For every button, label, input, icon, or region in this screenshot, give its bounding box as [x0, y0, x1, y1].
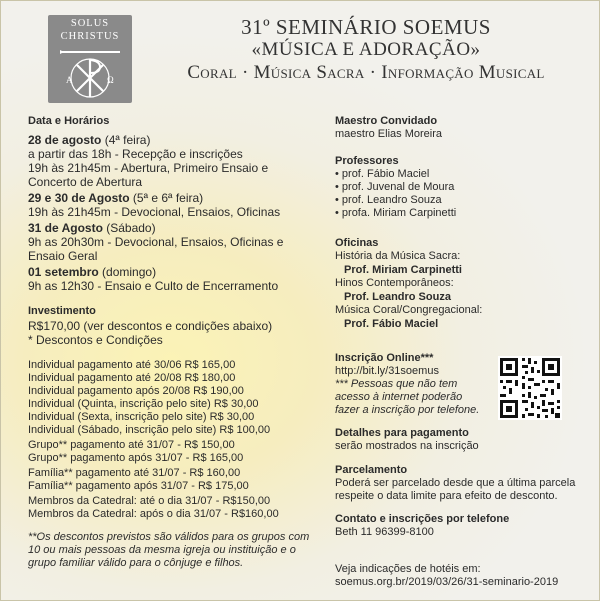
- investment-heading: Investimento: [28, 305, 96, 317]
- svg-text:A: A: [66, 75, 73, 85]
- registration-note: acesso à internet poderão: [335, 391, 463, 403]
- maestro-name: maestro Elias Moreira: [335, 128, 442, 140]
- qr-code-graphic: [498, 356, 562, 420]
- workshop-title: História da Música Sacra:: [335, 250, 461, 262]
- day4-line1: 9h as 12h30 - Ensaio e Culto de Encerramento: [28, 279, 279, 293]
- registration-note: fazer a inscrição por telefone.: [335, 404, 480, 416]
- price-item: Individual (Quinta, inscrição pelo site) R$ 30,00: [28, 398, 259, 410]
- maestro-heading: Maestro Convidado: [335, 115, 438, 127]
- day1-line1: a partir das 18h - Recepção e inscrições: [28, 147, 243, 161]
- day1-line3: Concerto de Abertura: [28, 175, 143, 189]
- page-subtitle: «MÚSICA E ADORAÇÃO»: [251, 39, 481, 60]
- workshop-teacher: Prof. Fábio Maciel: [344, 318, 439, 330]
- workshop-teacher: Prof. Miriam Carpinetti: [344, 264, 462, 276]
- right-column: [1, 1, 600, 561]
- hotels-line: Veja indicações de hotéis em:: [335, 563, 481, 575]
- registration-link[interactable]: http://bit.ly/31soemus: [335, 365, 439, 377]
- investment-note: * Descontos e Condições: [28, 333, 163, 347]
- professor-item: • profa. Miriam Carpinetti: [335, 207, 457, 219]
- contact-phone: Beth 11 96399-8100: [335, 526, 434, 538]
- svg-text:Ω: Ω: [107, 75, 114, 85]
- page-title: 31º SEMINÁRIO SOEMUS: [241, 15, 491, 39]
- registration-heading: Inscrição Online***: [335, 352, 434, 364]
- day2-weekday: (5ª e 6ª feira): [129, 191, 204, 205]
- day2-line1: 19h às 21h45m - Devocional, Ensaios, Oficinas: [28, 205, 281, 219]
- workshop-teacher: Prof. Leandro Souza: [344, 291, 451, 303]
- workshop-title: Música Coral/Congregacional:: [335, 304, 483, 316]
- professor-item: • prof. Fábio Maciel: [335, 168, 430, 180]
- day4-weekday: (domingo): [98, 265, 157, 279]
- price-item: Individual (Sexta, inscrição pelo site) R$ 30,00: [28, 411, 255, 423]
- price-item: Individual (Sábado, inscrição pelo site) R$ 100,00: [28, 424, 271, 436]
- footnote-line: grupo familiar válido para o cônjuge e filhos.: [28, 557, 244, 569]
- footnote-line: 10 ou mais pessoas da mesma igreja ou instituição e o: [28, 544, 296, 556]
- installments-line: Poderá ser parcelado desde que a última parcela: [335, 477, 576, 489]
- payment-text: serão mostrados na inscrição: [335, 440, 479, 452]
- price-item: Membros da Catedral: após o dia 31/07 - R$160,00: [28, 508, 279, 520]
- day1-line2: 19h às 21h45m - Abertura, Primeiro Ensaio e: [28, 161, 269, 175]
- hotels-link[interactable]: soemus.org.br/2019/03/26/31-seminario-2019: [335, 576, 559, 588]
- price-item: Família** pagamento após 31/07 - R$ 175,00: [28, 480, 249, 492]
- payment-heading: Detalhes para pagamento: [335, 427, 469, 439]
- day2-date: 29 e 30 de Agosto: [28, 191, 130, 205]
- price-item: Membros da Catedral: até o dia 31/07 - R$150,00: [28, 495, 271, 507]
- logo-line-2: CHRISTUS: [60, 31, 120, 42]
- day3-weekday: (Sábado): [102, 221, 156, 235]
- workshop-title: Hinos Contemporâneos:: [335, 277, 454, 289]
- price-item: Grupo** pagamento até 31/07 - R$ 150,00: [28, 439, 235, 451]
- professor-item: • prof. Juvenal de Moura: [335, 181, 455, 193]
- professors-heading: Professores: [335, 155, 399, 167]
- footnote-line: **Os descontos previstos são válidos para os grupos com: [28, 531, 310, 543]
- day3-line2: Ensaio Geral: [28, 249, 98, 263]
- price-item: Individual pagamento após 20/08 R$ 190,00: [28, 385, 244, 397]
- workshops-heading: Oficinas: [335, 237, 379, 249]
- professor-item: • prof. Leandro Souza: [335, 194, 442, 206]
- price-item: Grupo** pagamento após 31/07 - R$ 165,00: [28, 452, 244, 464]
- logo-line-1: SOLUS: [70, 18, 110, 29]
- day4-date: 01 setembro: [28, 265, 99, 279]
- hotels-info: [335, 563, 558, 589]
- installments-heading: Parcelamento: [335, 464, 408, 476]
- schedule-heading: Data e Horários: [28, 115, 110, 127]
- qr-code-icon[interactable]: [498, 356, 562, 420]
- day3-date: 31 de Agosto: [28, 221, 103, 235]
- day3-line1: 9h as 20h30m - Devocional, Ensaios, Oficinas e: [28, 235, 284, 249]
- price-item: Família** pagamento até 31/07 - R$ 160,00: [28, 467, 241, 479]
- price-item: Individual pagamento até 20/08 R$ 180,00: [28, 372, 236, 384]
- contact-heading: Contato e inscrições por telefone: [335, 513, 510, 525]
- investment-price: R$170,00 (ver descontos e condições abaixo): [28, 319, 273, 333]
- price-item: Individual pagamento até 30/06 R$ 165,00: [28, 359, 236, 371]
- day1-date: 28 de agosto: [28, 133, 102, 147]
- installments-line: respeite o data limite para efeito de desconto.: [335, 490, 558, 502]
- registration-note: *** Pessoas que não tem: [335, 378, 458, 390]
- day1-weekday: (4ª feira): [101, 133, 151, 147]
- page-tagline: Coral · Música Sacra · Informação Musical: [187, 62, 545, 83]
